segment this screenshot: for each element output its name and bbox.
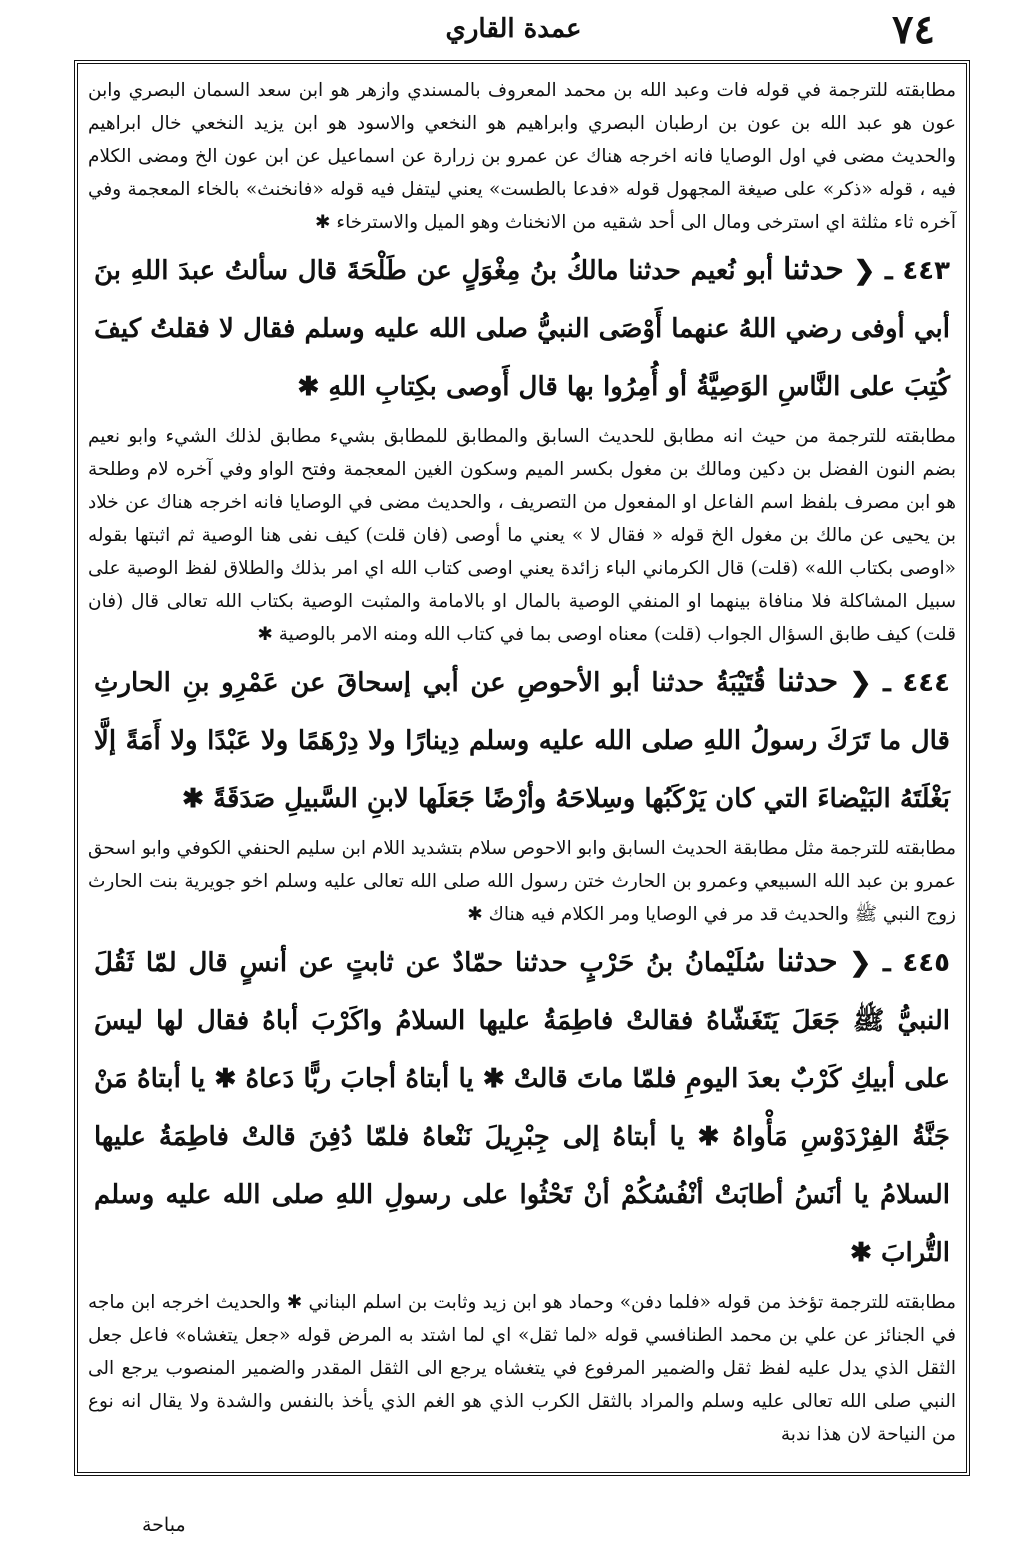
hadith-intro: حدثنا [777, 664, 839, 699]
page-body [88, 74, 956, 1464]
hadith-445: ٤٤٥ ـ ❮ حدثنا سُلَيْمانُ بنُ حَرْبٍ حدثنا حمّادٌ عن ثابتٍ عن أنسٍ قال لمّا ثَقُلَ النبيُّ ﷺ جَعَلَ يَتَغَشّاهُ فقالتْ فاطِمَةُ عليها السلامُ واكَرْبَ أباهُ فقال لها ليسَ على أبيكِ كَرْبٌ بعدَ اليومِ فلمّا ماتَ قالتْ ✱ يا أبتاهُ أجابَ ربًّا دَعاهُ ✱ يا أبتاهُ مَنْ جَنَّةُ الفِرْدَوْسِ مَأْواهُ ✱ يا أبتاهُ إلى جِبْرِيلَ نَنْعاهُ فلمّا دُفِنَ قالتْ فاطِمَةُ عليها السلامُ يا أنَسُ أطابَتْ أنْفُسُكُمْ أنْ تَحْثُوا على رسولِ اللهِ صلى الله عليه وسلم التُّرابَ ✱ [94, 944, 950, 1268]
catchword: مباحة [142, 1514, 186, 1536]
hadith-intro: حدثنا [776, 944, 838, 979]
commentary-paragraph: مطابقته للترجمة من حيث انه مطابق للحديث السابق والمطابق للمطابق بشيء مطابق لذلك الشيء وابو نعيم بضم النون الفضل بن دكين ومالك بن مغول بكسر الميم وسكون الغين المعجمة وفتح الواو وفي آخره لام وطلحة هو ابن مصرف بلفظ اسم الفاعل او المفعول من التصريف ، والحديث مضى في الوصايا فانه اخرجه هناك عن خلاد بن يحيى عن مالك بن مغول الخ قوله « فقال لا » يعني ما أوصى (فان قلت) كيف نفى هنا الوصية ثم اثبتها بقوله «اوصى بكتاب الله» (قلت) قال الكرماني الباء زائدة يعني اوصى كتاب الله اي امر بذلك والطلاق لفظ الوصية على سبيل المشاكلة فلا منافاة بينهما او المنفي الوصية بالمال او بالامامة والمثبت الوصية بكتاب الله تعالى قال (فان قلت) كيف طابق السؤال الجواب (قلت) معناه اوصى بما في كتاب الله ومنه الامر بالوصية ✱ [88, 426, 956, 645]
hadith-text: قُتَيْبَةُ حدثنا أبو الأحوصِ عن أبي إسحاقَ عن عَمْرِو بنِ الحارثِ قال ما تَرَكَ رسولُ اللهِ صلى الله عليه وسلم دِينارًا ولا دِرْهَمًا ولا عَبْدًا ولا أَمَةً إلَّا بَغْلَتَهُ البَيْضاءَ التي كان يَرْكَبُها وسِلاحَهُ وأرْضًا جَعَلَها لابنِ السَّبيلِ صَدَقَةً ✱ [94, 668, 950, 814]
hadith-text: سُلَيْمانُ بنُ حَرْبٍ حدثنا حمّادٌ عن ثابتٍ عن أنسٍ قال لمّا ثَقُلَ النبيُّ ﷺ جَعَلَ يَتَغَشّاهُ فقالتْ فاطِمَةُ عليها السلامُ واكَرْبَ أباهُ فقال لها ليسَ على أبيكِ كَرْبٌ بعدَ اليومِ فلمّا ماتَ قالتْ ✱ يا أبتاهُ أجابَ ربًّا دَعاهُ ✱ يا أبتاهُ مَنْ جَنَّةُ الفِرْدَوْسِ مَأْواهُ ✱ يا أبتاهُ إلى جِبْرِيلَ نَنْعاهُ فلمّا دُفِنَ قالتْ فاطِمَةُ عليها السلامُ يا أنَسُ أطابَتْ أنْفُسُكُمْ أنْ تَحْثُوا على رسولِ اللهِ صلى الله عليه وسلم التُّرابَ ✱ [94, 948, 950, 1268]
commentary-paragraph: مطابقته للترجمة في قوله فات وعبد الله بن محمد المعروف بالمسندي وازهر هو ابن سعد السمان البصري وابن عون هو عبد الله بن عون بن ارطبان البصري وابراهيم هو النخعي والاسود هو ابن يزيد النخعي خال ابراهيم والحديث مضى في اول الوصايا فانه اخرجه هناك عن عمرو بن زرارة عن اسماعيل عن ابن عون الخ ومضى الكلام فيه ، قوله «ذكر» على صيغة المجهول قوله «فدعا بالطست» يعني ليتفل فيه قوله «فانخنث» بالخاء المعجمة وفي آخره ثاء مثلثة اي استرخى ومال الى أحد شقيه من الانخناث وهو الميل والاسترخاء ✱ [88, 80, 956, 233]
commentary-paragraph: مطابقته للترجمة تؤخذ من قوله «فلما دفن» وحماد هو ابن زيد وثابت بن اسلم البناني ✱ والحديث اخرجه ابن ماجه في الجنائز عن علي بن محمد الطنافسي قوله «لما ثقل» اي لما اشتد به المرض قوله «جعل يتغشاه» فاعل جعل الثقل الذي يدل عليه لفظ ثقل والضمير المرفوع في يتغشاه يرجع الى الثقل المقدر والضمير المنصوب يرجع الى النبي صلى الله تعالى عليه وسلم والمراد بالثقل الكرب الذي هو الغم الذي يأخذ بالنفس والشدة ولا يقال انه نوع من النياحة لان هذا ندبة [88, 1292, 956, 1445]
hadith-number: ٤٤٣ [902, 256, 951, 286]
page-number: ٧٤ [892, 6, 935, 53]
hadith-444: ٤٤٤ ـ ❮ حدثنا قُتَيْبَةُ حدثنا أبو الأحوصِ عن أبي إسحاقَ عن عَمْرِو بنِ الحارثِ قال ما تَرَكَ رسولُ اللهِ صلى الله عليه وسلم دِينارًا ولا دِرْهَمًا ولا عَبْدًا ولا أَمَةً إلَّا بَغْلَتَهُ البَيْضاءَ التي كان يَرْكَبُها وسِلاحَهُ وأرْضًا جَعَلَها لابنِ السَّبيلِ صَدَقَةً ✱ [94, 664, 951, 814]
hadith-number: ٤٤٤ [902, 668, 951, 698]
page-header [52, 8, 975, 52]
hadith-number: ٤٤٥ [902, 948, 950, 978]
hadith-intro: حدثنا [782, 252, 844, 287]
text-frame [74, 60, 970, 1476]
hadith-443: ٤٤٣ ـ ❮ حدثنا أبو نُعيم حدثنا مالكُ بنُ مِغْوَلٍ عن طَلْحَةَ قال سألتُ عبدَ اللهِ بنَ أبي أوفى رضي اللهُ عنهما أَوْصَى النبيُّ صلى الله عليه وسلم فقال لا فقلتُ كيفَ كُتِبَ على النَّاسِ الوَصِيَّةُ أو أُمِرُوا بها قال أَوصى بكِتابِ اللهِ ✱ [94, 252, 951, 402]
commentary-paragraph: مطابقته للترجمة مثل مطابقة الحديث السابق وابو الاحوص سلام بتشديد اللام ابن سليم الحنفي الكوفي وابو اسحق عمرو بن عبد الله السبيعي وعمرو بن الحارث ختن رسول الله صلى الله تعالى عليه وسلم اخو جويرية بنت الحارث زوج النبي ﷺ والحديث قد مر في الوصايا ومر الكلام فيه هناك ✱ [88, 838, 956, 925]
hadith-text: أبو نُعيم حدثنا مالكُ بنُ مِغْوَلٍ عن طَلْحَةَ قال سألتُ عبدَ اللهِ بنَ أبي أوفى رضي اللهُ عنهما أَوْصَى النبيُّ صلى الله عليه وسلم فقال لا فقلتُ كيفَ كُتِبَ على النَّاسِ الوَصِيَّةُ أو أُمِرُوا بها قال أَوصى بكِتابِ اللهِ ✱ [94, 256, 950, 402]
running-title: عمدة القاري [445, 14, 582, 44]
